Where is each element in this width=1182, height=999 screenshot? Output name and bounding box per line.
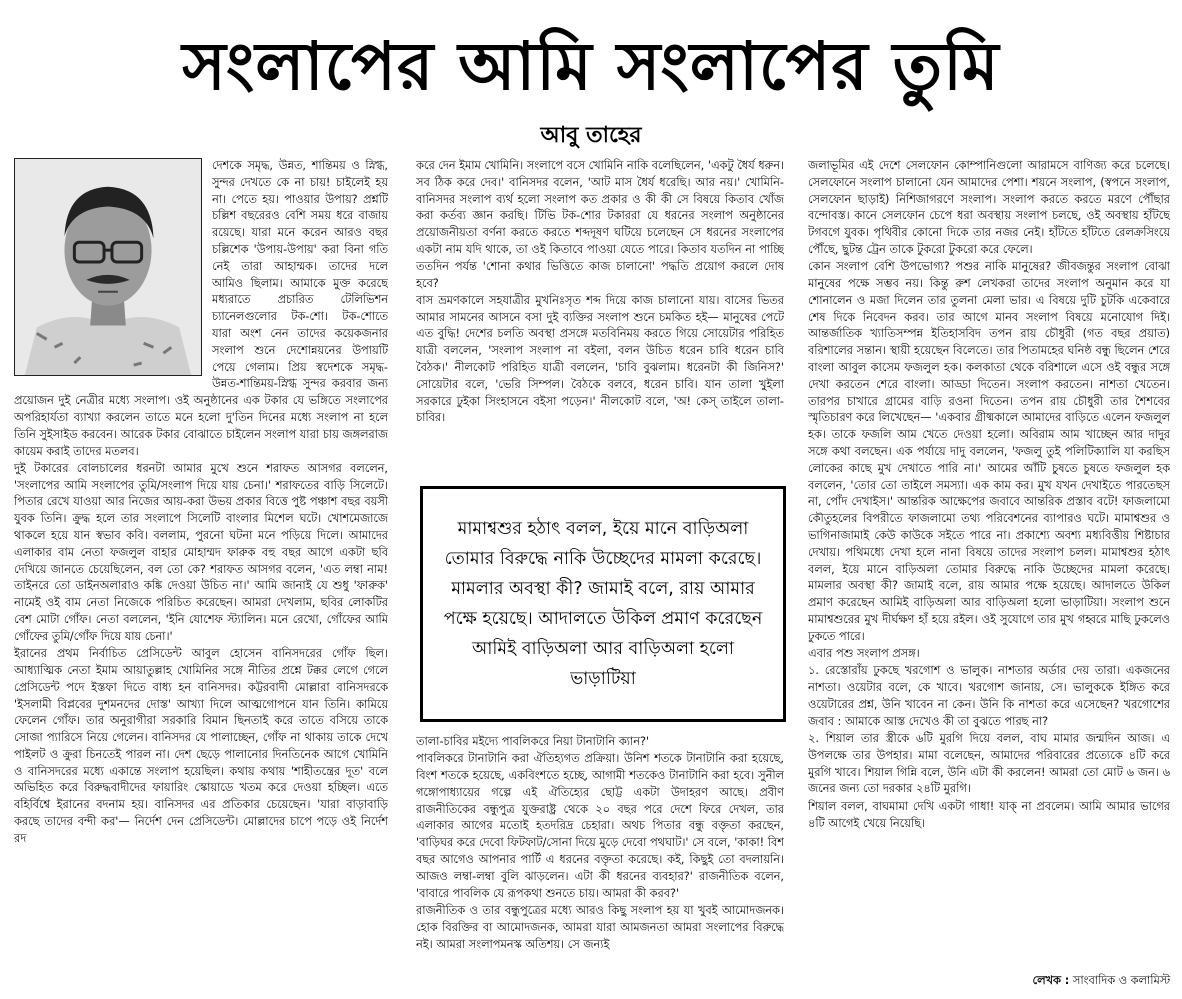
article-column-1 bbox=[14, 158, 388, 996]
paragraph: ১. রেস্তোরাঁয় ঢুকছে খরগোশ ও ভালুক। নাশতার অর্ডার দেয় তারা। একজনের নাশতা। ওয়েটার বলে, কে খাবে। খরগোশ জানায়, সে। ভালুককে ইঙ্গিত করে ওয়েটারের প্রশ্ন, উনি খাবেন না কেন। উনি কি নাশতা করে এসেছেন? খরগোশের জবাব : আমাকে আস্ত দেখেও কী তা বুঝতে পারছ না? bbox=[808, 664, 1170, 728]
paragraph: রাজনীতিক ও তার বন্ধুপুত্রের মধ্যে আরও কিছু সংলাপ হয় যা খুবই আমোদজনক। হোক বিরক্তির বা আমোদজনক, আমরা যারা আমজনতা আমরা সংলাপের বিরুদ্ধে নই। আমরা সংলাপমনস্ক অতিশয়। সে জন্যই bbox=[416, 903, 784, 951]
paragraph: দুই টকারের বোলচালের ধরনটা আমার মুখে শুনে শরাফত আসগর বললেন, 'সংলাপের আমি সংলাপের তুমি/সংলাপ দিয়ে যায় চেনা।' শরাফতের বাড়ি সিলেটে। পিতার রেখে যাওয়া আর নিজের আয়-করা উভয় প্রকার বিত্তে পুষ্ট পঞ্চাশ বছর বয়সী যুবক তিনি। ক্রুদ্ধ হলে তার সংলাপে সিলেটি বাংলার মিশেল ঘটে। খোশমেজাজে থাকলে হয়ে যান স্বভাব কবি। বললাম, পুরনো ঘটনা মনে পড়িয়ে দিলে। আমাদের এলাকার বাম নেতা ফজলুল বাহার মোহাম্মদ ফারুক বহু বছর আগে একটা ছবি দেখিয়ে জানতে চেয়েছিলেন, বল তো কে? শরাফত আসগর বলেন, 'এত লম্বা নাম! তাইনরে তো ডাইনঅলারাও কঙ্কি দেওয়া উচিত না।' আমি জানাই যে শুধু 'ফারুক' নামেই ওই বাম নেতা নিজেকে পরিচিত করেছেন। আমরা দেখলাম, ছবির লোকটির বেশ মোটা গোঁফ। নেতা বললেন, 'ইনি যোশেফ স্ট্যালিন। মনে রেখো, গোঁফের আমি গোঁফের তুমি/গোঁফ দিয়ে যায় চেনা।' bbox=[14, 461, 388, 643]
signature-text: সাংবাদিক ও কলামিস্ট bbox=[1072, 974, 1170, 987]
article-column-2-bottom bbox=[416, 734, 784, 996]
paragraph: এবার পশু সংলাপ প্রসঙ্গ। bbox=[808, 647, 920, 661]
author-byline: আবু তাহের bbox=[540, 122, 642, 148]
paragraph: করে দেন ইমাম খোমিনি। সংলাপে বসে খোমিনি নাকি বলেছিলেন, 'একটু ধৈর্য ধরুন। সব ঠিক করে দেব।' বানিসদর বলেন, 'আট মাস ধৈর্য ধরেছি। আর নয়।' খোমিনি-বানিসদর সংলাপ ব্যর্থ হলো সংলাপ কত প্রকার ও কী কী সে বিষয়ে কিতাব খোঁজ করা কর্তব্য জ্ঞান করছি। টিভি টক-শোর টকাররা যে ধরনের সংলাপ অনুষ্ঠানের প্রয়োজনীয়তা বর্ণনা করতে করতে শব্দদূষণ ঘটিয়ে চলেছেন সে ধরনের সংলাপের একটা নাম যদি থাকে, তা ওই কিতাবে পাওয়া যেতে পারে। কিতাব যতদিন না পাচ্ছি ততদিন পর্যন্ত 'শোনা কথার ভিত্তিতে কাজ চালানো' পদ্ধতি প্রয়োগ করলে দোষ হবে? bbox=[416, 159, 784, 290]
paragraph: তালা-চাবির মইদ্যে পাবলিকরে নিয়া টানাটানি ক্যান?' bbox=[416, 735, 650, 748]
paragraph: দেশকে সমৃদ্ধ, উন্নত, শান্তিময় ও স্নিগ্ধ, সুন্দর দেখতে কে না চায়! চাইলেই হয় না। পেতে হয়। পাওয়ার উপায়? প্রশ্নটি চল্লিশ বছরেরও বেশি সময় ধরে বাজায় রয়েছে। যারা মনে করেন আরও বছর চল্লিশেক 'উপায়-উপায়' করা বিনা গতি নেই তারা আহাম্মক। তাদের দলে আমিও ছিলাম। আমাকে মুক্ত করেছে মধ্যরাতে প্রচারিত টেলিভিশন চ্যানেলগুলোর টক-শো। টক-শোতে যারা অংশ নেন তাদের কয়েকজনার সংলাপ শুনে দেশোন্নয়নের উপায়টি পেয়ে গেলাম। প্রিয় স্বদেশকে সমৃদ্ধ-উন্নত-শান্তিময়-স্নিগ্ধ সুন্দর করবার জন্য প্রয়োজন দুই নেত্রীর মধ্যে সংলাপ। ওই অনুষ্ঠানের এক টকার যে ভঙ্গিতে সংলাপের অপরিহার্যতা ব্যাখ্যা করলেন তাতে মনে হলো দু'তিন দিনের মধ্যে সংলাপ না হলে তিনি সুইসাইড করবেন। আরেক টকার বোঝাতে চাইলেন সংলাপ যারা চায় জঙ্গলরাজ কায়েম করাই তাদের মতলব। bbox=[14, 159, 388, 458]
pull-quote-box bbox=[420, 486, 786, 722]
paragraph: ২. শিয়াল তার স্ত্রীকে ৬টি মুরগি দিয়ে বলল, বাঘ মামার জন্মদিন আজ। এ উপলক্ষে তার উপহার। মামা বলেছেন, আমাদের পরিবারের প্রত্যেকে ৪টি করে মুরগি খাবে। শিয়াল গিন্নি বলে, উনি এটা কী করলেন! আমরা তো মোট ৬ জন। ৬ জনের জন্য তো দরকার ২৪টি মুরগি। bbox=[808, 732, 1170, 796]
author-signature bbox=[808, 972, 1170, 990]
article-headline: সংলাপের আমি সংলাপের তুমি bbox=[182, 27, 1000, 105]
paragraph: পাবলিকরে টানাটানি করা ঐতিহ্যগত প্রক্রিয়া। উনিশ শতকে টানাটানি করা হয়েছে, বিংশ শতকে হয়েছে, একবিংশতে হচ্ছে, আগামী শতকেও টানাটানি করা হবে। সুনীল গঙ্গোপাধ্যায়ের গল্পে এই ঐতিহ্যের ছোট্ট একটা উদাহরণ আছে। প্রবীণ রাজনীতিকের বন্ধুপুত্র যুক্তরাষ্ট্র থেকে ২০ বছর পরে দেশে ফিরে দেখল, তার এলাকার আগের মতোই হতদরিদ্র চেহারা। অথচ পিতার বন্ধু বক্তৃতা করছেন, 'বাড়িঘর করে দেবো ফিটফাট/সোনা দিয়ে মুড়ে দেবো পথঘাট।' সে বলে, 'কাকা! বিশ বছর আগেও আপনার পার্টি এ ধরনের বক্তৃতা করেছে। কই, কিছুই তো বদলায়নি। আজও লম্বা-লম্বা বুলি ঝাড়লেন। এটা কী ধরনের ব্যবহার?' রাজনীতিক বলেন, 'বাবারে পাবলিক যে রূপকথা শুনতে চায়। আমরা কী করব?' bbox=[416, 752, 784, 900]
pull-quote-text: মামাশ্বশুর হঠাৎ বলল, ইয়ে মানে বাড়িঅলা তোমার বিরুদ্ধে নাকি উচ্ছেদের মামলা করেছে। মামলার অবস্থা কী? জামাই বলে, রায় আমার পক্ষে হয়েছে। আদালতে উকিল প্রমাণ করেছেন আমিই বাড়িঅলা আর বাড়িঅলা হলো ভাড়াটিয়া bbox=[443, 519, 763, 689]
article-column-3 bbox=[808, 158, 1170, 970]
author-photo bbox=[14, 158, 202, 376]
article-column-2-top bbox=[416, 158, 784, 476]
paragraph: শিয়াল বলল, বাঘমামা দেখি একটা গাধা! যাক্ না প্রবলেম। আমি আমার ভাগের ৪টি আগেই খেয়ে নিয়েছি। bbox=[808, 799, 1170, 830]
paragraph: বাস ভ্রমণকালে সহযাত্রীর মুখনিঃসৃত শব্দ দিয়ে কাজ চালানো যায়। বাসের ভিতর আমার সামনের আসনে বসা দুই ব্যক্তির সংলাপ শুনে চমকিত হই— মানুষের পেটে এত বুদ্ধি! দেশের চলতি অবস্থা প্রসঙ্গে মতবিনিময় করতে গিয়ে সোয়েটার পরিহিত যাত্রী বললেন, 'সংলাপ সংলাপ না বইলা, বলন উচিত ধরেন চাবি ধরেন চাবি বৈঠক।' নীলকোট পরিহিত যাত্রী বললেন, 'চাবি বুঝলাম। ধরেনটা কী জিনিস?' সোয়েটার বলে, 'ভেরি সিম্পল। বৈঠকে বলবে, ধরেন চাবি। যান তালা খুইলা সরকারে ঢুইকা সিংহাসনে বইসা পড়েন।' নীলকোট বলে, 'অ! কেস্ তাইলে তালা-চাবির। bbox=[416, 293, 784, 425]
paragraph: জলাভূমির এই দেশে সেলফোন কোম্পানিগুলো আরামসে বাণিজ্য করে চলেছে। সেলফোনে সংলাপ চালানো যেন আমাদের পেশা। শয়নে সংলাপ, (স্বপনে সংলাপ, সেলফোন ছাড়াই) নিশিজাগরণে সংলাপ। সংলাপ করতে করতে মরণে পৌঁছার বন্দোবস্ত। কানে সেলফোন চেপে ধরা অবস্থায় সংলাপ চলছে, ওই অবস্থায় হাঁটছে টগবগে যুবক। পৃথিবীর কোনো দিকে তার নজর নেই। হাঁটতে হাঁটতে রেলক্রসিংয়ে পৌঁছে, ছুটন্ত ট্রেন তাকে টুকরো টুকরো করে ফেলে। bbox=[808, 159, 1170, 256]
signature-label: লেখক : bbox=[1032, 974, 1070, 987]
paragraph: কোন সংলাপ বেশি উপভোগ্য? পশুর নাকি মানুষের? জীবজন্তুর সংলাপ বোঝা মানুষের পক্ষে সম্ভব নয়। কিন্তু রুশ লেখকরা তাদের সংলাপ অনুমান করে যা শোনালেন ও মজা দিলেন তার তুলনা মেলা ভার। এ বিষয়ে দুটি চুটকি একেবারে শেষ দিকে নিবেদন করব। তার আগে মানব সংলাপ বিষয়ে মনোযোগ দিই। আন্তর্জাতিক খ্যাতিসম্পন্ন ইতিহাসবিদ তপন রায় চৌধুরী (গত বছর প্রয়াত) বরিশালের সন্তান। স্থায়ী হয়েছেন বিলেতে। তার পিতামহের ঘনিষ্ঠ বন্ধু ছিলেন শেরে বাংলা আবুল কাসেম ফজলুল হক। কলকাতা থেকে বরিশালে এসে ওই বন্ধুর সঙ্গে দেখা করতেন শেরে বাংলা। আড্ডা দিতেন। সংলাপ করতেন। নাশতা খেতেন। তারপর চাখারে গ্রামের বাড়ি রওনা দিতেন। তপন রায় চৌধুরী তার শৈশবের স্মৃতিচারণ করে লিখেছেন— 'একবার গ্রীষ্মকালে আমাদের বাড়িতে এলেন ফজলুল হক। তাকে ফজলি আম খেতে দেওয়া হলো। অবিরাম আম খাচ্ছেন আর দাদুর সঙ্গে কথা বলছেন। এক পর্যায়ে দাদু বললেন, 'ফজলু তুই পলিটিক্যালি যা করছিস লোকের কাছে মুখ দেখাতে পারি না।' আমের আঁটি চুষতে চুষতে ফজলুল হক বললেন, 'তোর তো তাইলে সমস্যা। এক কাম কর। মুখ যখন দেখাইতে পারতেছস না, পোঁদ দেখাইস।' আন্তরিক আক্ষেপের জবাবে আন্তরিক প্রস্তাব বটে! ফাজলামো কৌতুহলের বিপরীতে ফাজলামো তথ্য পরিবেশনের ব্যাপারও ঘটে। মামাশ্বশুর ও ভাগিনাজামাই কেউ কাউকে সইতে পারে না। প্রকাশ্যে অবশ্য মধ্যবিত্তীয় শিষ্টাচার দেখায়। পথিমধ্যে দেখা হলে নানা বিষয়ে তাদের সংলাপ চলল। মামাশ্বশুর হঠাৎ বলল, ইয়ে মানে বাড়িঅলা তোমার বিরুদ্ধে নাকি উচ্ছেদের মামলা করেছে। মামলার অবস্থা কী? জামাই বলে, রায় আমার পক্ষে হয়েছে। আদালতে উকিল প্রমাণ করেছেন আমিই বাড়িঅলা আর বাড়িঅলা হলো ভাড়াটিয়া। সংলাপ শুনে মামাশ্বশুরের মুখ দীর্ঘক্ষণ হাঁ হয়ে রইল। ওই সুযোগে তার মুখ গহ্বরে মাছি ঢুকলেও ঢুকতে পারে। bbox=[808, 260, 1170, 643]
paragraph: ইরানের প্রথম নির্বাচিত প্রেসিডেন্ট আবুল হোসেন বানিসদরের গোঁফ ছিল। আধ্যাত্মিক নেতা ইমাম আয়াতুল্লাহ খোমিনির সঙ্গে নীতির প্রশ্নে টক্কর লেগে গেলে প্রেসিডেন্ট পদে ইস্তফা দিতে বাধ্য হন বানিসদর। কট্টরবাদী মোল্লারা বানিসদরকে 'ইসলামী বিপ্লবের দুশমনদের দোস্ত' আখ্যা দিলে আত্মগোপনে যান তিনি। কামিয়ে ফেলেন গোঁফ। তার অনুরাগীরা সরকারি বিমান ছিনতাই করে তাতে বসিয়ে তাকে সোজা প্যারিসে নিয়ে গেলেন। বানিসদর যে পালাচ্ছেন, গোঁফ না থাকায় তাকে দেখে পাইলট ও ক্রুরা চিনতেই পারল না। দেশ ছেড়ে পালানোর দিনতিনেক আগে খোমিনি ও বানিসদরের মধ্যে একান্তে সংলাপ হয়েছিল। কথায় কথায় 'শাহীতন্ত্রের দূত' বলে অভিহিত করে বিরুদ্ধবাদীদের ফায়ারিং স্কোয়াডে খতম করে দেওয়া হচ্ছিল। এতে বহির্বিশ্বে ইরানের বদনাম হয়। বানিসদর এর প্রতিকার চেয়েছেন। 'যারা বাড়াবাড়ি করছে তাদের বন্দী কর'— নির্দেশ দেন প্রেসিডেন্ট। মোল্লাদের চাপে পড়ে ওই নির্দেশ রদ bbox=[14, 647, 388, 845]
